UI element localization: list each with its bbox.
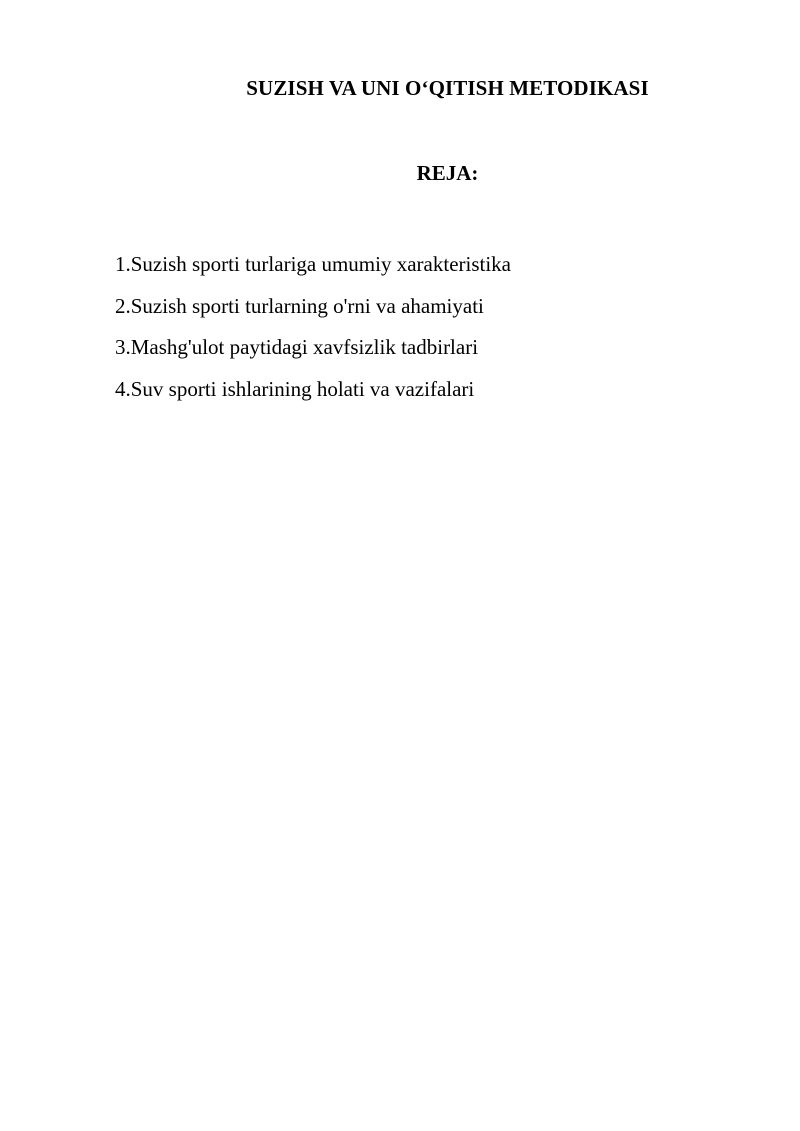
plan-item-3: 3.Mashg'ulot paytidagi xavfsizlik tadbirlari xyxy=(115,335,479,359)
plan-item-2: 2.Suzish sporti turlarning o'rni va ahamiyati xyxy=(115,293,484,318)
document-title: SUZISH VA UNI O‘QITISH METODIKASI xyxy=(246,76,649,100)
plan-item-1: 1.Suzish sporti turlariga umumiy xarakteristika xyxy=(115,252,512,276)
plan-list xyxy=(115,244,511,410)
plan-item-4: 4.Suv sporti ishlarining holati va vazifalari xyxy=(115,376,475,401)
plan-heading: REJA: xyxy=(416,161,479,185)
